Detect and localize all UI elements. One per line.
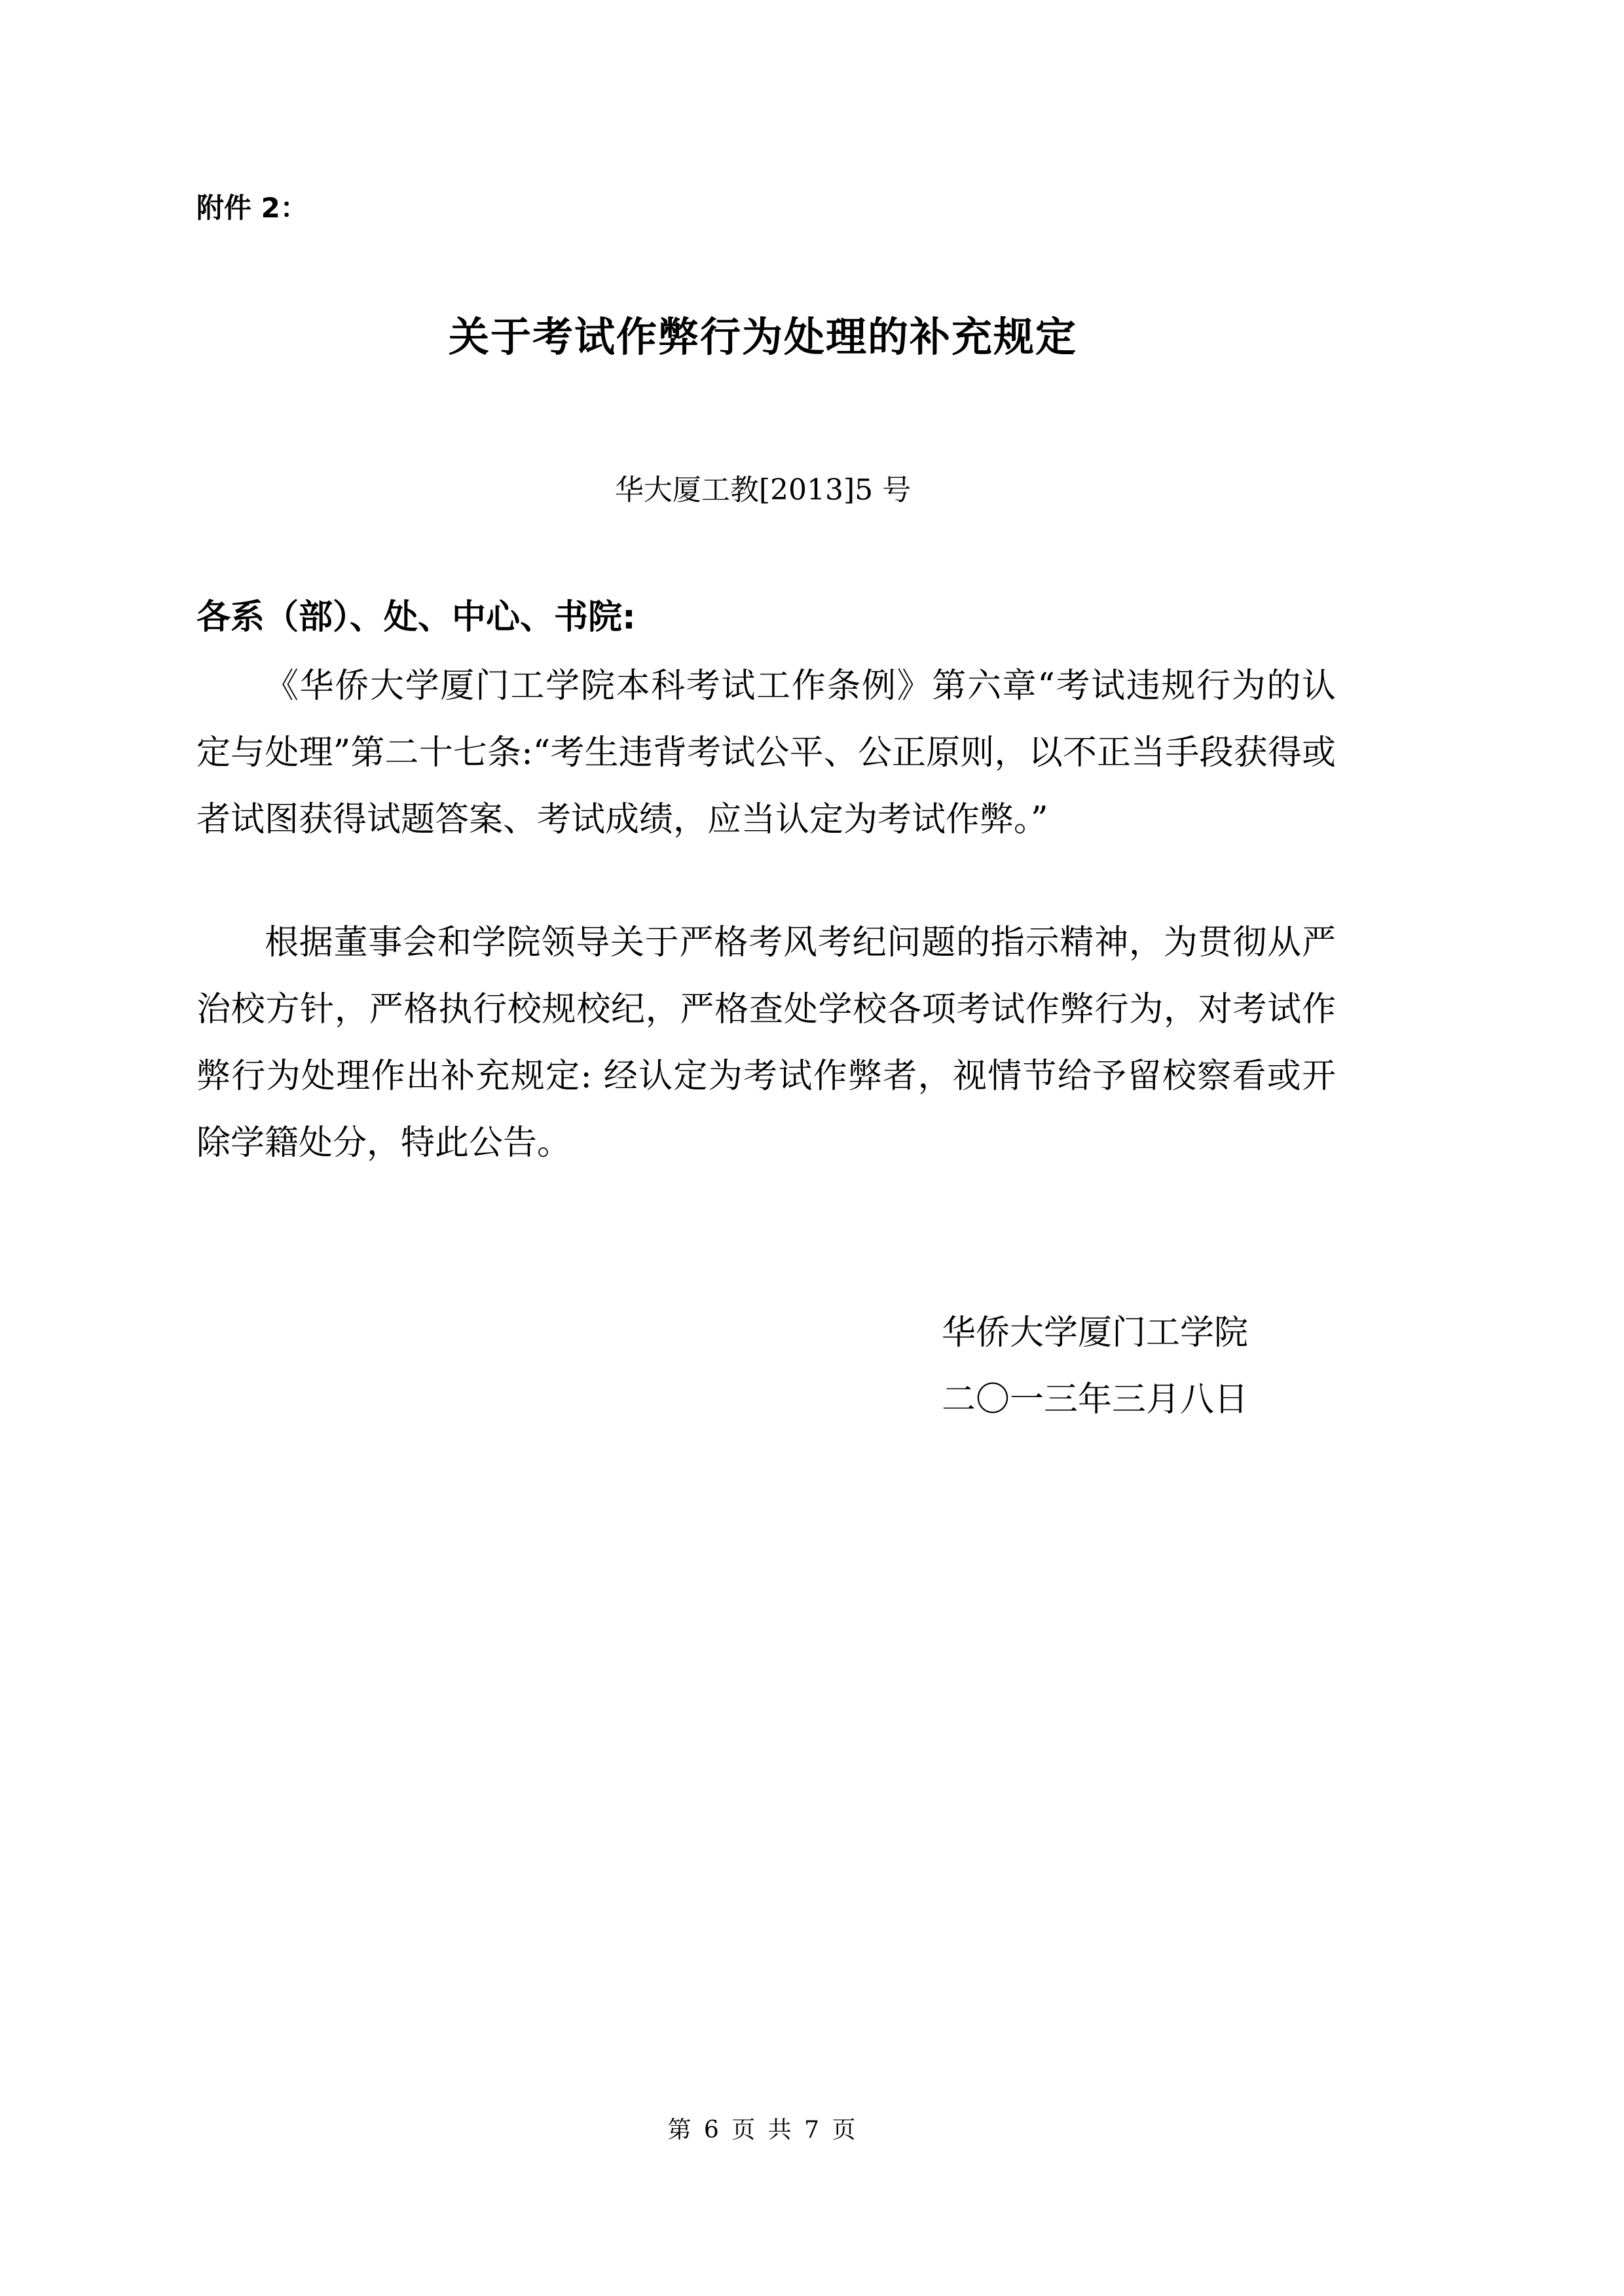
body-paragraph: 《华侨大学厦门工学院本科考试工作条例》第六章“考试违规行为的认定与处理”第二十七条:“考生违背考试公平、公正原则，以不正当手段获得或者试图获得试题答案、考试成绩，应当认定为考试作弊。” xyxy=(196,666,1336,839)
signature-organization: 华侨大学厦门工学院 xyxy=(942,1313,1249,1353)
document-title: 关于考试作弊行为处理的补充规定 xyxy=(448,313,1077,361)
page-footer: 第 6 页 共 7 页 xyxy=(667,2117,858,2143)
signature-date: 二〇一三年三月八日 xyxy=(942,1380,1249,1419)
body-paragraph: 根据董事会和学院领导关于严格考风考纪问题的指示精神，为贯彻从严治校方针，严格执行校规校纪，严格查处学校各项考试作弊行为，对考试作弊行为处理作出补充规定: 经认定为考试作弊者，视情节给予留校察看或开除学籍处分，特此公告。 xyxy=(196,923,1336,1163)
attachment-label: 附件 2： xyxy=(196,192,308,224)
signature-block xyxy=(942,1300,1248,1433)
document-number: 华大厦工教[2013]5 号 xyxy=(614,473,912,507)
salutation: 各系（部）、处、中心、书院: xyxy=(196,598,636,637)
